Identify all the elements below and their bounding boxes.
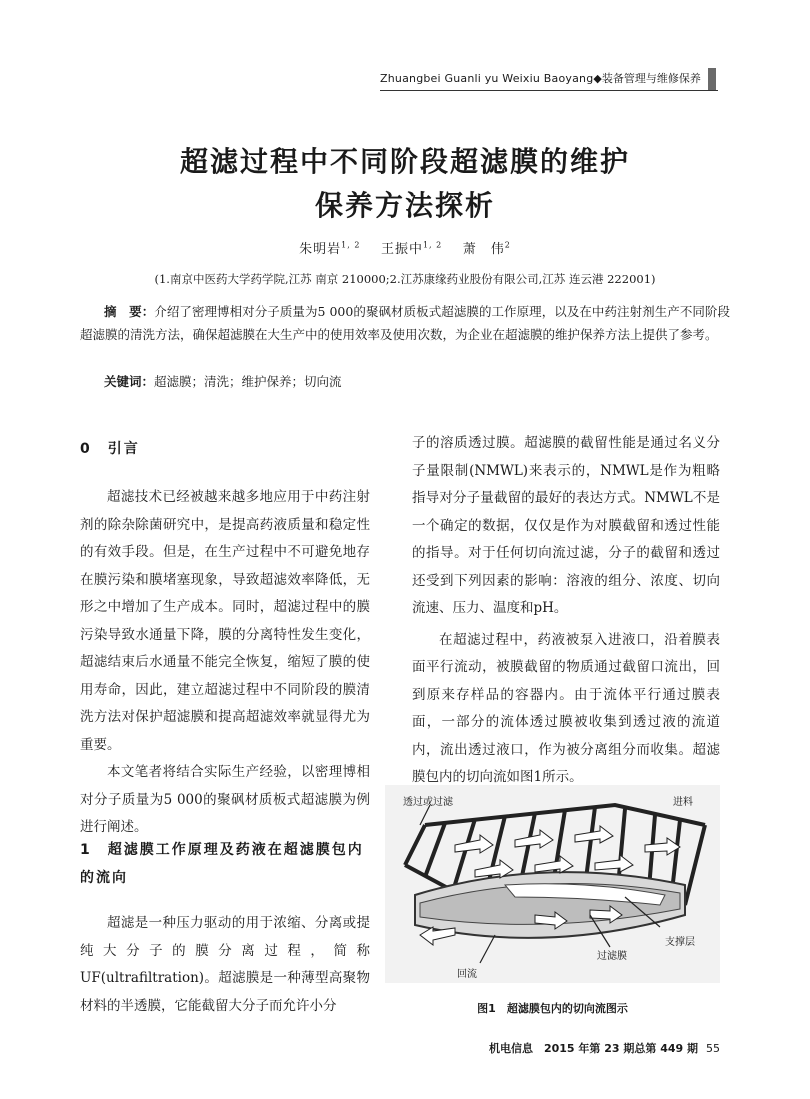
author-name: 王振中 — [380, 242, 423, 257]
journal-name-cn: 装备管理与维修保养 — [601, 72, 701, 85]
section-1-heading: 1 超滤膜工作原理及药液在超滤膜包内的流向 — [80, 842, 364, 886]
section-0-heading: 0 引言 — [80, 441, 140, 457]
affiliation: (1.南京中医药大学药学院,江苏 南京 210000;2.江苏康缘药业股份有限公司,江苏 连云港 222001) — [154, 272, 656, 286]
section-0-body — [80, 484, 370, 842]
keywords-text: 超滤膜；清洗；维护保养；切向流 — [154, 374, 342, 389]
label-return: 回流 — [457, 969, 477, 980]
tangential-flow-diagram — [385, 785, 720, 983]
keywords — [104, 372, 342, 390]
paragraph: 超滤技术已经被越来越多地应用于中药注射剂的除杂除菌研究中，是提高药液质量和稳定性的有效手段。但是，在生产过程中不可避免地存在膜污染和膜堵塞现象，导致超滤效率降低，无形之中增加了生产成本。同时，超滤过程中的膜污染导致水通量下降，膜的分离特性发生变化，超滤结束后水通量不能完全恢复，缩短了膜的使用寿命，因此，建立超滤过程中不同阶段的膜清洗方法对保护超滤膜和提高超滤效率就显得尤为重要。 — [80, 489, 370, 753]
keywords-label: 关键词： — [104, 374, 155, 389]
label-feed: 进料 — [673, 797, 693, 808]
authors — [0, 238, 810, 257]
abstract-text: 介绍了密理博相对分子质量为5 000的聚砜材质板式超滤膜的工作原理，以及在中药注射剂生产不同阶段超滤膜的清洗方法，确保超滤膜在大生产中的使用效率及使用次数，为企业在超滤膜的维护保养方法上提供了参考。 — [80, 304, 730, 342]
footer-journal-issue: 机电信息 2015 年第 23 期总第 449 期 — [488, 1042, 698, 1055]
section-1-body-right — [412, 430, 720, 792]
title-line-2: 保养方法探析 — [314, 189, 495, 222]
page-number: 55 — [706, 1042, 720, 1055]
paragraph: 子的溶质透过膜。超滤膜的截留性能是通过名义分子量限制(NMWL)来表示的，NMWL是作为粗略指导对分子量截留的最好的表达方式。NMWL不是一个确定的数据，仅仅是作为对膜截留和透过性能的指导。对于任何切向流过滤，分子的截留和透过还受到下列因素的影响：溶液的组分、浓度、切向流速、压力、温度和pH。 — [412, 435, 720, 616]
header-rule — [380, 90, 718, 91]
label-support-layer: 支撑层 — [665, 937, 695, 948]
author-affil-mark: 2 — [504, 240, 511, 250]
author-name: 萧 伟 — [462, 242, 505, 257]
author-affil-mark: 1, 2 — [422, 240, 443, 250]
diamond-separator: ◆ — [593, 72, 602, 85]
journal-name-en: Zhuangbei Guanli yu Weixiu Baoyang — [380, 72, 594, 85]
paragraph: 在超滤过程中，药液被泵入进液口，沿着膜表面平行流动，被膜截留的物质通过截留口流出，回到原来存样品的容器内。由于流体平行通过膜表面，一部分的流体透过膜被收集到透过液的流道内，流出透过液口，作为被分离组分而收集。超滤膜包内的切向流如图1所示。 — [412, 631, 720, 785]
paragraph: 超滤是一种压力驱动的用于浓缩、分离或提纯大分子的膜分离过程，简称UF(ultrafiltration)。超滤膜是一种薄型高聚物材料的半透膜，它能截留大分子而允许小分 — [80, 915, 370, 1014]
section-1-body-left — [80, 910, 370, 1020]
figure-caption: 图1 超滤膜包内的切向流图示 — [477, 1002, 628, 1015]
running-header — [380, 70, 710, 90]
title-line-1: 超滤过程中不同阶段超滤膜的维护 — [179, 145, 630, 178]
label-permeate: 透过或过滤 — [403, 797, 453, 808]
label-membrane: 过滤膜 — [597, 951, 627, 962]
figure-1 — [385, 785, 720, 983]
paragraph: 本文笔者将结合实际生产经验，以密理博相对分子质量为5 000的聚砜材质板式超滤膜为例进行阐述。 — [80, 764, 370, 835]
abstract — [80, 300, 730, 346]
author-name: 朱明岩 — [299, 242, 342, 257]
page-footer — [480, 1040, 720, 1056]
author-affil-mark: 1, 2 — [341, 240, 361, 250]
header-marker-bar — [708, 68, 716, 90]
abstract-label: 摘 要： — [104, 304, 155, 319]
